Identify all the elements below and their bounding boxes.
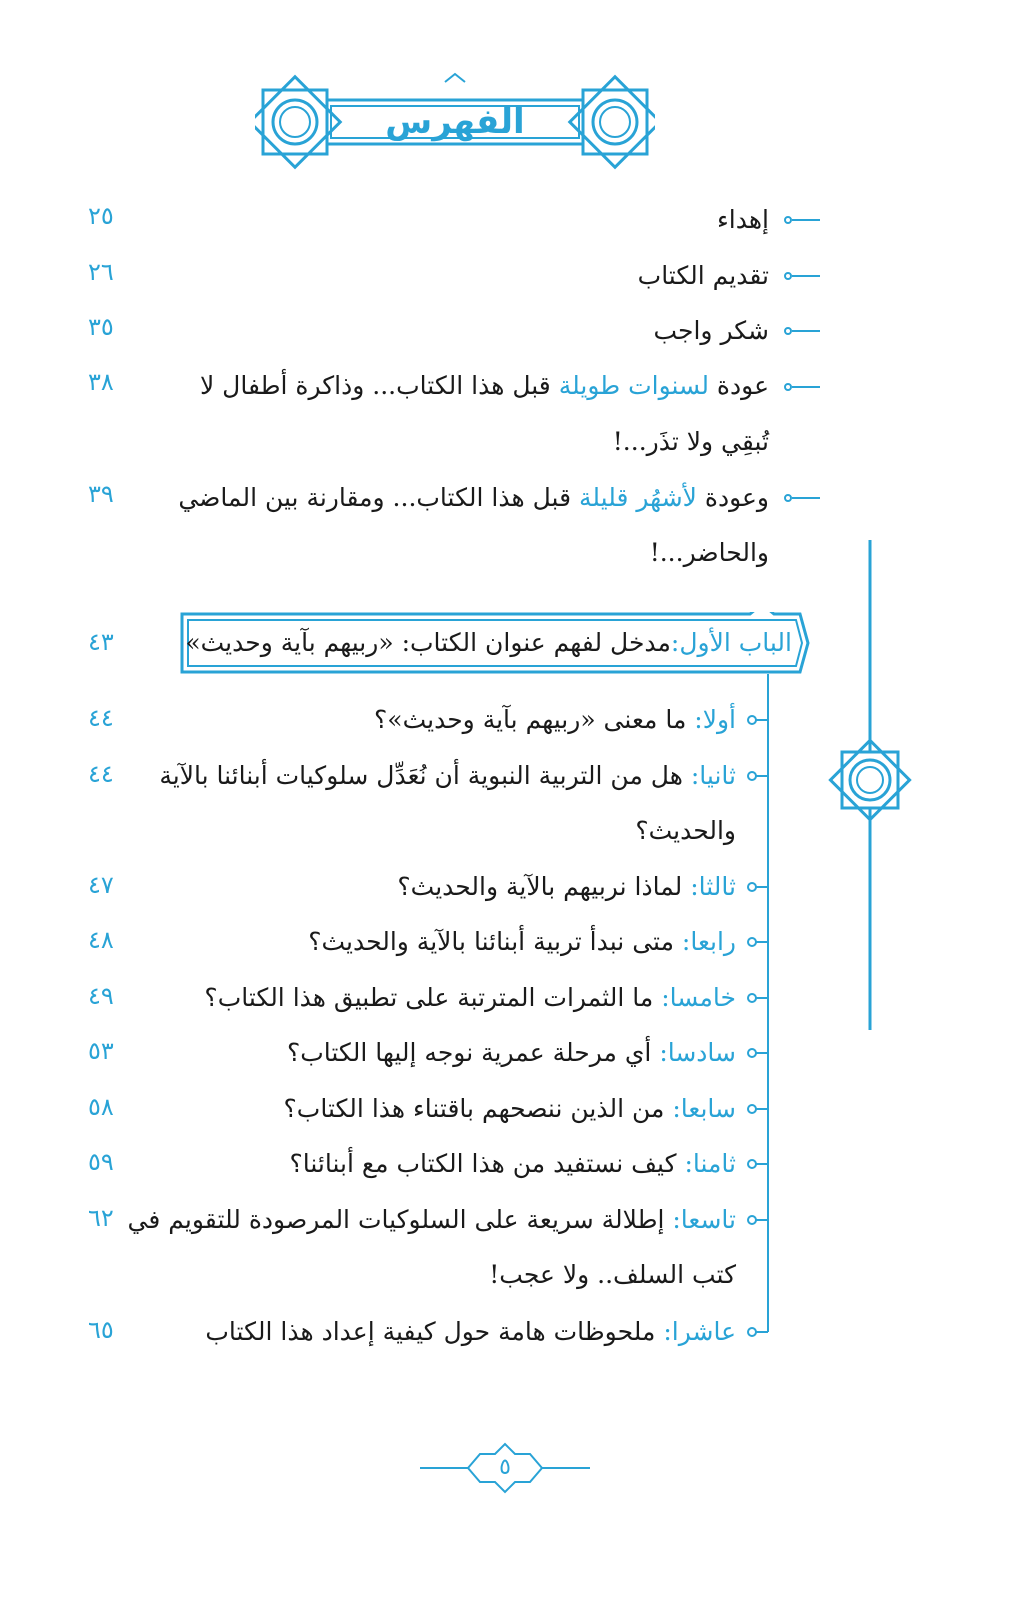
entry-page: ٢٦ <box>88 258 114 286</box>
entry-title: كيف نستفيد من هذا الكتاب مع أبنائنا؟ <box>289 1149 685 1178</box>
entry-highlight: لأشهُر قليلة <box>578 483 697 512</box>
entry-label: سابعا: <box>672 1094 736 1123</box>
entry-label: تاسعا: <box>672 1205 736 1234</box>
entry-page: ٤٩ <box>88 982 114 1010</box>
entry-title: لماذا نربيهم بالآية والحديث؟ <box>397 872 691 901</box>
entry-title: متى نبدأ تربية أبنائنا بالآية والحديث؟ <box>308 927 682 956</box>
page-number-footer <box>420 1440 590 1496</box>
entry-title: ملحوظات هامة حول كيفية إعداد هذا الكتاب <box>205 1317 664 1346</box>
entry-label: ثالثا: <box>690 872 736 901</box>
entry-text: شكر واجب <box>653 316 769 345</box>
entry-title: أي مرحلة عمرية نوجه إليها الكتاب؟ <box>286 1038 660 1067</box>
entry-prefix: عودة <box>708 371 769 400</box>
entry-text <box>287 1025 736 1081</box>
entry-page: ٤٤ <box>88 704 114 732</box>
entry-text: تقديم الكتاب <box>637 261 769 290</box>
entry-text <box>289 1136 736 1192</box>
entry-title: ما معنى «ربيهم بآية وحديث»؟ <box>374 705 695 734</box>
entry-text <box>284 1081 736 1137</box>
entry-page: ٥٩ <box>88 1148 114 1176</box>
entry-prefix: وعودة <box>696 483 769 512</box>
entry-page: ٣٨ <box>88 368 114 396</box>
entry-text <box>127 1192 736 1248</box>
entry-continuation: والحديث؟ <box>635 816 736 845</box>
entry-page: ٤٤ <box>88 760 114 788</box>
entry-continuation: كتب السلف.. ولا عجب! <box>489 1260 736 1289</box>
entry-text <box>136 748 736 804</box>
entry-text <box>205 1304 736 1360</box>
entry-label: ثامنا: <box>684 1149 736 1178</box>
entry-continuation: تُبقِي ولا تذَر...! <box>612 427 769 456</box>
entry-page: ٣٥ <box>88 313 114 341</box>
page-title: الفهرس <box>385 102 525 142</box>
entry-text: إهداء <box>717 205 769 234</box>
entry-page: ٦٥ <box>88 1316 114 1344</box>
entry-title: ما الثمرات المترتبة على تطبيق هذا الكتاب؟ <box>204 983 662 1012</box>
entry-page: ٥٣ <box>88 1037 114 1065</box>
entry-page: ٥٨ <box>88 1093 114 1121</box>
entry-title: هل من التربية النبوية أن نُعَدِّل سلوكيات أبنائنا بالآية <box>159 761 691 790</box>
entry-page: ٤٧ <box>88 871 114 899</box>
chapter-name: مدخل لفهم عنوان الكتاب: «ربيهم بآية وحديث» <box>185 628 671 657</box>
entry-label: خامسا: <box>661 983 736 1012</box>
entry-label: ثانيا: <box>690 761 736 790</box>
entry-title: إطلالة سريعة على السلوكيات المرصودة للتقويم في <box>127 1205 673 1234</box>
entry-page: ٢٥ <box>88 202 114 230</box>
entry-text <box>397 859 736 915</box>
chapter-label: الباب الأول: <box>670 628 792 657</box>
entry-suffix: قبل هذا الكتاب... ومقارنة بين الماضي <box>178 483 579 512</box>
entry-suffix: قبل هذا الكتاب... وذاكرة أطفال لا <box>199 371 559 400</box>
entry-page: ٦٢ <box>88 1204 114 1232</box>
entry-text <box>204 970 736 1026</box>
entry-label: أولا: <box>694 705 736 734</box>
footer-page-number: ٥ <box>499 1455 511 1480</box>
entry-highlight: لسنوات طويلة <box>558 371 709 400</box>
entry-label: سادسا: <box>659 1038 736 1067</box>
entry-label: عاشرا: <box>663 1317 736 1346</box>
entry-text <box>374 692 736 748</box>
entry-continuation: والحاضر...! <box>649 538 769 567</box>
entry-page: ٤٨ <box>88 926 114 954</box>
entry-label: رابعا: <box>681 927 736 956</box>
chapter-page: ٤٣ <box>88 628 114 656</box>
entry-title: من الذين ننصحهم باقتناء هذا الكتاب؟ <box>283 1094 673 1123</box>
entry-page: ٣٩ <box>88 480 114 508</box>
entry-text <box>308 914 736 970</box>
